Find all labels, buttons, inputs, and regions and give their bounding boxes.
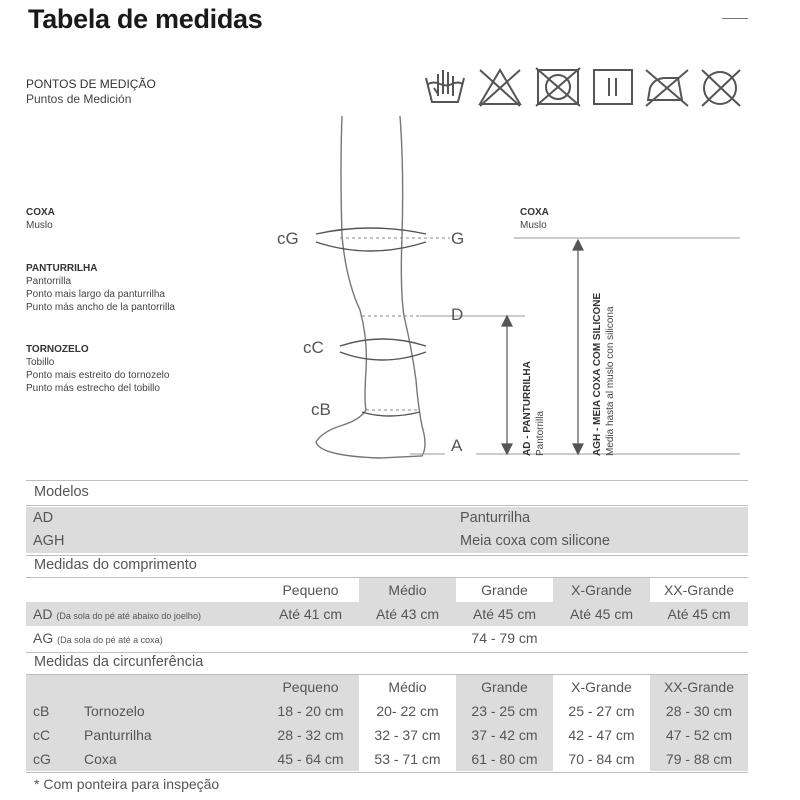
model-name: Meia coxa com silicone <box>460 533 610 549</box>
value-cell: 32 - 37 cm <box>374 727 441 743</box>
size-header: Pequeno <box>282 582 339 598</box>
tornozelo-line: Ponto mais estreito do tornozelo <box>26 370 170 381</box>
value-cell: 53 - 71 cm <box>374 751 441 767</box>
row-name: Panturrilha <box>78 723 262 747</box>
row-label <box>26 626 262 650</box>
circumference-table <box>26 675 748 771</box>
empty-cell <box>78 675 262 699</box>
panturrilha-line: Ponto mais largo da panturrilha <box>26 289 165 300</box>
row-name: Coxa <box>78 747 262 771</box>
size-header: X-Grande <box>571 679 632 695</box>
ad-label <box>522 296 547 456</box>
coxa-label-group <box>26 207 55 232</box>
divider <box>26 505 748 506</box>
size-header: Grande <box>481 582 528 598</box>
row-note: (Da sola do pé até abaixo do joelho) <box>56 611 201 621</box>
table-row <box>26 747 748 771</box>
model-name: Panturrilha <box>460 510 531 526</box>
panturrilha-title: PANTURRILHA <box>26 263 98 274</box>
no-tumble-dry-icon <box>536 68 580 106</box>
point-cC: cC <box>303 338 324 357</box>
value-cell: 45 - 64 cm <box>262 747 359 771</box>
table-top-line <box>26 480 748 481</box>
table-row <box>26 723 748 747</box>
row-code: cC <box>26 723 78 747</box>
row-label <box>26 602 262 626</box>
no-iron-icon <box>646 70 688 106</box>
point-A: A <box>451 436 463 455</box>
value-cell: 70 - 84 cm <box>568 751 635 767</box>
table-row <box>26 699 748 723</box>
point-cG: cG <box>277 229 299 248</box>
table-row <box>26 602 748 626</box>
row-code: cG <box>26 747 78 771</box>
model-code: AD <box>33 510 54 526</box>
size-header: XX-Grande <box>663 582 735 598</box>
empty-cell <box>26 675 78 699</box>
row-code: AG <box>33 630 54 646</box>
no-dry-clean-icon <box>702 70 740 106</box>
row-code: AD <box>33 606 53 622</box>
right-coxa-title: COXA <box>520 207 549 218</box>
models-block <box>26 507 748 553</box>
leg-diagram <box>270 110 750 470</box>
models-header: Modelos <box>34 484 89 500</box>
measurement-points-title: PONTOS DE MEDIÇÃO <box>26 77 156 91</box>
table-row <box>26 675 748 699</box>
measurement-points-subtitle: Puntos de Medición <box>26 92 132 106</box>
value-cell: 47 - 52 cm <box>650 723 748 747</box>
value-cell: Até 43 cm <box>375 606 440 622</box>
value-cell: 18 - 20 cm <box>262 699 359 723</box>
tornozelo-title: TORNOZELO <box>26 344 89 355</box>
panturrilha-line: Pantorrilla <box>26 276 72 287</box>
value-cell: 37 - 42 cm <box>456 723 553 747</box>
empty-cell <box>26 578 262 602</box>
tornozelo-line: Tobillo <box>26 357 55 368</box>
divider <box>26 772 748 773</box>
care-icons <box>420 66 750 110</box>
dry-flat-icon <box>594 70 632 104</box>
tornozelo-label-group <box>26 344 169 395</box>
value-cell: 28 - 32 cm <box>262 723 359 747</box>
empty-cell <box>359 626 456 650</box>
empty-cell <box>650 626 748 650</box>
right-coxa-label <box>520 207 549 232</box>
size-header: Médio <box>359 578 456 602</box>
row-name: Tornozelo <box>78 699 262 723</box>
divider <box>26 555 748 556</box>
panturrilha-line: Punto más ancho de la pantorrilla <box>26 302 175 313</box>
no-bleach-icon <box>480 70 520 106</box>
value-cell: 79 - 88 cm <box>650 747 748 771</box>
value-cell: 61 - 80 cm <box>456 747 553 771</box>
ad-label-title: AD - PANTURRILHA <box>522 361 533 456</box>
divider <box>26 652 748 653</box>
size-header: Pequeno <box>262 675 359 699</box>
size-header: Grande <box>456 675 553 699</box>
size-header: Médio <box>388 679 427 695</box>
value-cell: 20- 22 cm <box>376 703 439 719</box>
length-table <box>26 578 748 650</box>
title-divider <box>722 18 748 19</box>
empty-cell <box>262 626 359 650</box>
value-cell: Até 45 cm <box>569 606 634 622</box>
value-cell: 25 - 27 cm <box>568 703 635 719</box>
length-header: Medidas do comprimento <box>34 557 197 573</box>
circ-header: Medidas da circunferência <box>34 654 204 670</box>
value-cell: 42 - 47 cm <box>568 727 635 743</box>
page-title: Tabela de medidas <box>28 4 263 34</box>
agh-label <box>592 226 617 456</box>
point-G: G <box>451 229 465 248</box>
row-code: cB <box>26 699 78 723</box>
size-header: X-Grande <box>553 578 650 602</box>
agh-label-title: AGH - MEIA COXA COM SILICONE <box>592 292 603 456</box>
coxa-title: COXA <box>26 207 55 218</box>
value-cell: Até 45 cm <box>667 606 731 622</box>
point-cB: cB <box>311 400 331 419</box>
empty-cell <box>553 626 650 650</box>
value-cell: Até 41 cm <box>278 606 343 622</box>
value-cell: 74 - 79 cm <box>471 630 538 646</box>
model-code: AGH <box>33 533 65 549</box>
value-cell: 28 - 30 cm <box>650 699 748 723</box>
table-row <box>26 626 748 650</box>
ad-label-sub: Pantorrilla <box>535 410 546 456</box>
table-row <box>26 578 748 602</box>
hand-wash-icon <box>426 70 464 102</box>
value-cell: Até 45 cm <box>472 606 537 622</box>
tornozelo-line: Punto más estrecho del tobillo <box>26 383 160 394</box>
value-cell: 23 - 25 cm <box>456 699 553 723</box>
size-header: XX-Grande <box>650 675 748 699</box>
right-coxa-sub: Muslo <box>520 220 547 231</box>
agh-label-sub: Media hasta al muslo con silicona <box>605 306 616 456</box>
coxa-line: Muslo <box>26 220 53 231</box>
panturrilha-label-group <box>26 263 175 314</box>
point-D: D <box>451 305 464 324</box>
footnote: * Com ponteira para inspeção <box>34 776 220 792</box>
row-note: (Da sola do pé até a coxa) <box>57 635 163 645</box>
